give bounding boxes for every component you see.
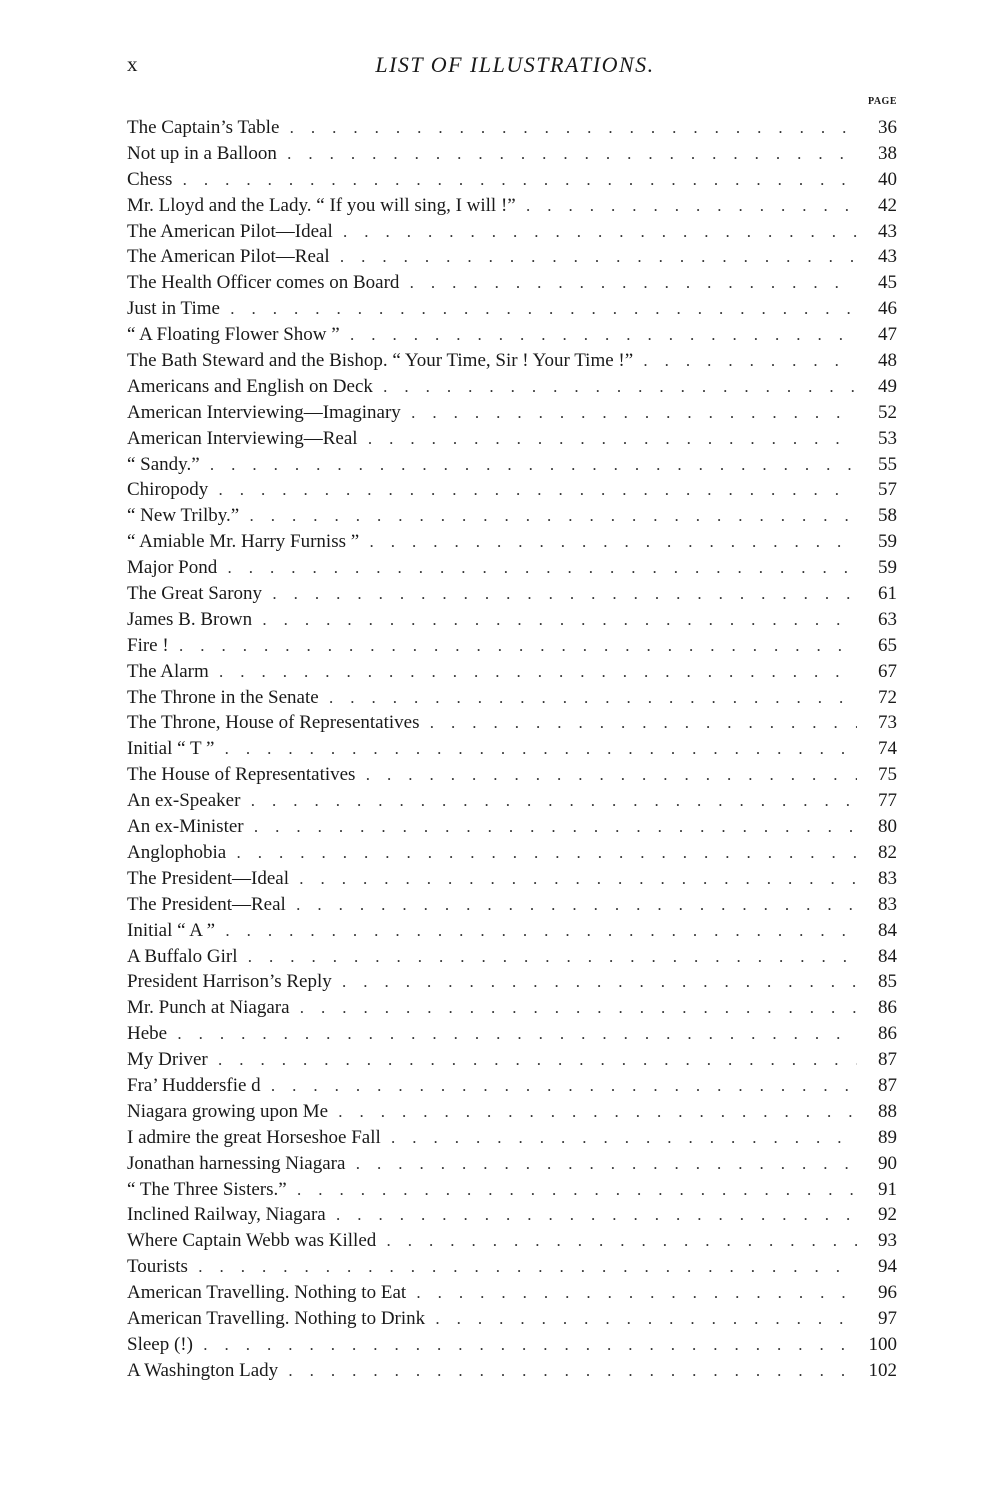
list-item	[127, 1099, 897, 1125]
illustration-list	[127, 115, 897, 1384]
entry-title: Not up in a Balloon	[127, 142, 277, 164]
dot-leader	[232, 840, 857, 866]
dot-leader	[325, 685, 857, 711]
entry-title: American Travelling. Nothing to Eat	[127, 1282, 407, 1304]
entry-title: The President—Ideal	[127, 867, 289, 889]
dot-leader	[178, 167, 857, 193]
entry-page-number: 73	[878, 712, 897, 734]
dot-leader	[245, 503, 857, 529]
list-item	[127, 969, 897, 995]
dot-leader	[431, 1306, 857, 1332]
entry-page-number: 91	[878, 1178, 897, 1200]
list-item	[127, 659, 897, 685]
dot-leader	[194, 1254, 857, 1280]
list-item	[127, 814, 897, 840]
dot-leader	[215, 659, 857, 685]
entry-title: “ Amiable Mr. Harry Furniss ”	[127, 531, 360, 553]
dot-leader	[379, 374, 857, 400]
list-item	[127, 762, 897, 788]
dot-leader	[346, 322, 857, 348]
entry-page-number: 89	[878, 1126, 897, 1148]
list-item	[127, 115, 897, 141]
list-item	[127, 374, 897, 400]
entry-title: Just in Time	[127, 298, 220, 320]
dot-leader	[243, 944, 857, 970]
entry-title: I admire the great Horseshoe Fall	[127, 1126, 381, 1148]
list-item	[127, 633, 897, 659]
entry-page-number: 74	[878, 738, 897, 760]
entry-title: Hebe	[127, 1023, 168, 1045]
entry-page-number: 72	[878, 686, 897, 708]
entry-page-number: 75	[878, 764, 897, 786]
entry-title: An ex-Speaker	[127, 790, 241, 812]
entry-page-number: 43	[878, 246, 897, 268]
entry-title: President Harrison’s Reply	[127, 971, 332, 993]
entry-title: “ Sandy.”	[127, 453, 200, 475]
list-item	[127, 1202, 897, 1228]
dot-leader	[221, 918, 857, 944]
entry-title: Sleep (!)	[127, 1333, 193, 1355]
entry-title: The American Pilot—Ideal	[127, 220, 333, 242]
dot-leader	[382, 1228, 857, 1254]
entry-page-number: 63	[878, 608, 897, 630]
entry-title: My Driver	[127, 1049, 208, 1071]
entry-title: Initial “ A ”	[127, 919, 216, 941]
entry-page-number: 84	[878, 919, 897, 941]
entry-page-number: 86	[878, 997, 897, 1019]
entry-title: Chess	[127, 168, 173, 190]
entry-page-number: 59	[878, 531, 897, 553]
entry-title: The Bath Steward and the Bishop. “ Your Time, Sir ! Your Time !”	[127, 350, 634, 372]
entry-title: Anglophobia	[127, 841, 227, 863]
dot-leader	[284, 1358, 857, 1384]
entry-title: Mr. Lloyd and the Lady. “ If you will sing, I will !”	[127, 194, 516, 216]
list-item	[127, 1125, 897, 1151]
entry-page-number: 77	[878, 790, 897, 812]
entry-page-number: 67	[878, 660, 897, 682]
dot-leader	[334, 1099, 857, 1125]
list-item	[127, 529, 897, 555]
entry-title: Tourists	[127, 1256, 188, 1278]
list-item	[127, 1358, 897, 1384]
entry-page-number: 45	[878, 272, 897, 294]
list-item	[127, 995, 897, 1021]
list-item	[127, 1306, 897, 1332]
list-item	[127, 296, 897, 322]
entry-page-number: 83	[878, 893, 897, 915]
entry-title: American Interviewing—Imaginary	[127, 401, 401, 423]
entry-page-number: 80	[878, 816, 897, 838]
dot-leader	[223, 555, 857, 581]
dot-leader	[258, 607, 857, 633]
list-item	[127, 1332, 897, 1358]
entry-page-number: 61	[878, 583, 897, 605]
list-item	[127, 348, 897, 374]
page-title: LIST OF ILLUSTRATIONS.	[375, 52, 655, 77]
entry-page-number: 92	[878, 1204, 897, 1226]
entry-page-number: 46	[878, 298, 897, 320]
list-item	[127, 219, 897, 245]
list-item	[127, 944, 897, 970]
entry-title: American Interviewing—Real	[127, 427, 358, 449]
dot-leader	[361, 762, 857, 788]
list-item	[127, 1280, 897, 1306]
list-item	[127, 270, 897, 296]
list-item	[127, 555, 897, 581]
entry-title: The Throne, House of Representatives	[127, 712, 420, 734]
list-item	[127, 1073, 897, 1099]
entry-title: The American Pilot—Real	[127, 246, 330, 268]
list-item	[127, 503, 897, 529]
entry-page-number: 86	[878, 1023, 897, 1045]
list-item	[127, 788, 897, 814]
entry-page-number: 90	[878, 1152, 897, 1174]
entry-page-number: 102	[868, 1359, 897, 1381]
list-item	[127, 736, 897, 762]
entry-title: “ New Trilby.”	[127, 505, 240, 527]
entry-title: “ A Floating Flower Show ”	[127, 324, 340, 346]
entry-title: Jonathan harnessing Niagara	[127, 1152, 346, 1174]
entry-title: The President—Real	[127, 893, 286, 915]
entry-page-number: 40	[878, 168, 897, 190]
list-item	[127, 1151, 897, 1177]
entry-page-number: 83	[878, 867, 897, 889]
page-column-heading: PAGE	[867, 96, 897, 107]
dot-leader	[267, 1073, 857, 1099]
list-item	[127, 452, 897, 478]
entry-page-number: 87	[878, 1049, 897, 1071]
entry-title: Mr. Punch at Niagara	[127, 997, 290, 1019]
entry-page-number: 48	[878, 350, 897, 372]
entry-page-number: 58	[878, 505, 897, 527]
entry-page-number: 47	[878, 324, 897, 346]
dot-leader	[351, 1151, 857, 1177]
dot-leader	[285, 115, 857, 141]
dot-leader	[364, 426, 857, 452]
entry-title: Americans and English on Deck	[127, 375, 373, 397]
dot-leader	[293, 1177, 857, 1203]
dot-leader	[338, 969, 857, 995]
entry-page-number: 42	[878, 194, 897, 216]
entry-page-number: 97	[878, 1307, 897, 1329]
entry-page-number: 65	[878, 634, 897, 656]
entry-title: The Throne in the Senate	[127, 686, 319, 708]
entry-title: Fra’ Huddersfie d	[127, 1074, 261, 1096]
entry-page-number: 100	[868, 1333, 897, 1355]
entry-title: “ The Three Sisters.”	[127, 1178, 287, 1200]
entry-page-number: 49	[878, 375, 897, 397]
dot-leader	[387, 1125, 857, 1151]
entry-title: Chiropody	[127, 479, 209, 501]
entry-title: The Great Sarony	[127, 583, 263, 605]
entry-page-number: 96	[878, 1282, 897, 1304]
list-item	[127, 866, 897, 892]
dot-leader	[425, 710, 857, 736]
entry-title: The Captain’s Table	[127, 117, 280, 138]
entry-page-number: 94	[878, 1256, 897, 1278]
entry-page-number: 52	[878, 401, 897, 423]
dot-leader	[206, 452, 857, 478]
list-item	[127, 167, 897, 193]
entry-page-number: 38	[878, 142, 897, 164]
entry-title: Niagara growing upon Me	[127, 1100, 329, 1122]
dot-leader	[250, 814, 857, 840]
entry-page-number: 36	[878, 117, 897, 138]
entry-page-number: 88	[878, 1100, 897, 1122]
dot-leader	[199, 1332, 857, 1358]
list-item	[127, 426, 897, 452]
dot-leader	[214, 477, 857, 503]
list-item	[127, 141, 897, 167]
list-item	[127, 840, 897, 866]
list-item	[127, 1021, 897, 1047]
dot-leader	[226, 296, 857, 322]
dot-leader	[407, 400, 857, 426]
entry-title: James B. Brown	[127, 608, 253, 630]
list-item	[127, 892, 897, 918]
dot-leader	[246, 788, 857, 814]
entry-title: Fire !	[127, 634, 169, 656]
entry-title: Inclined Railway, Niagara	[127, 1204, 326, 1226]
entry-page-number: 57	[878, 479, 897, 501]
entry-title: Major Pond	[127, 557, 218, 579]
dot-leader	[220, 736, 857, 762]
entry-title: A Washington Lady	[127, 1359, 279, 1381]
dot-leader	[405, 270, 857, 296]
entry-title: Initial “ T ”	[127, 738, 215, 760]
entry-page-number: 82	[878, 841, 897, 863]
list-item	[127, 400, 897, 426]
list-item	[127, 1177, 897, 1203]
list-item	[127, 1047, 897, 1073]
dot-leader	[339, 219, 857, 245]
dot-leader	[283, 141, 857, 167]
dot-leader	[332, 1202, 857, 1228]
list-item	[127, 322, 897, 348]
list-item	[127, 244, 897, 270]
entry-page-number: 59	[878, 557, 897, 579]
entry-page-number: 43	[878, 220, 897, 242]
list-item	[127, 477, 897, 503]
dot-leader	[295, 866, 857, 892]
entry-title: A Buffalo Girl	[127, 945, 238, 967]
dot-leader	[336, 244, 857, 270]
dot-leader	[175, 633, 857, 659]
entry-page-number: 53	[878, 427, 897, 449]
list-item	[127, 685, 897, 711]
list-item	[127, 1228, 897, 1254]
dot-leader	[292, 892, 857, 918]
list-item	[127, 710, 897, 736]
entry-title: An ex-Minister	[127, 816, 244, 838]
list-item	[127, 918, 897, 944]
entry-page-number: 84	[878, 945, 897, 967]
entry-title: The House of Representatives	[127, 764, 356, 786]
entry-title: The Health Officer comes on Board	[127, 272, 400, 294]
entry-page-number: 87	[878, 1074, 897, 1096]
dot-leader	[268, 581, 857, 607]
entry-page-number: 93	[878, 1230, 897, 1252]
list-item	[127, 1254, 897, 1280]
list-item	[127, 607, 897, 633]
dot-leader	[173, 1021, 857, 1047]
entry-page-number: 55	[878, 453, 897, 475]
entry-title: American Travelling. Nothing to Drink	[127, 1307, 426, 1329]
dot-leader	[412, 1280, 857, 1306]
entry-page-number: 85	[878, 971, 897, 993]
dot-leader	[296, 995, 857, 1021]
list-item	[127, 581, 897, 607]
dot-leader	[522, 193, 857, 219]
list-item	[127, 193, 897, 219]
entry-title: Where Captain Webb was Killed	[127, 1230, 377, 1252]
dot-leader	[639, 348, 857, 374]
dot-leader	[214, 1047, 857, 1073]
entry-title: The Alarm	[127, 660, 209, 682]
dot-leader	[365, 529, 857, 555]
page-number: x	[127, 52, 138, 76]
